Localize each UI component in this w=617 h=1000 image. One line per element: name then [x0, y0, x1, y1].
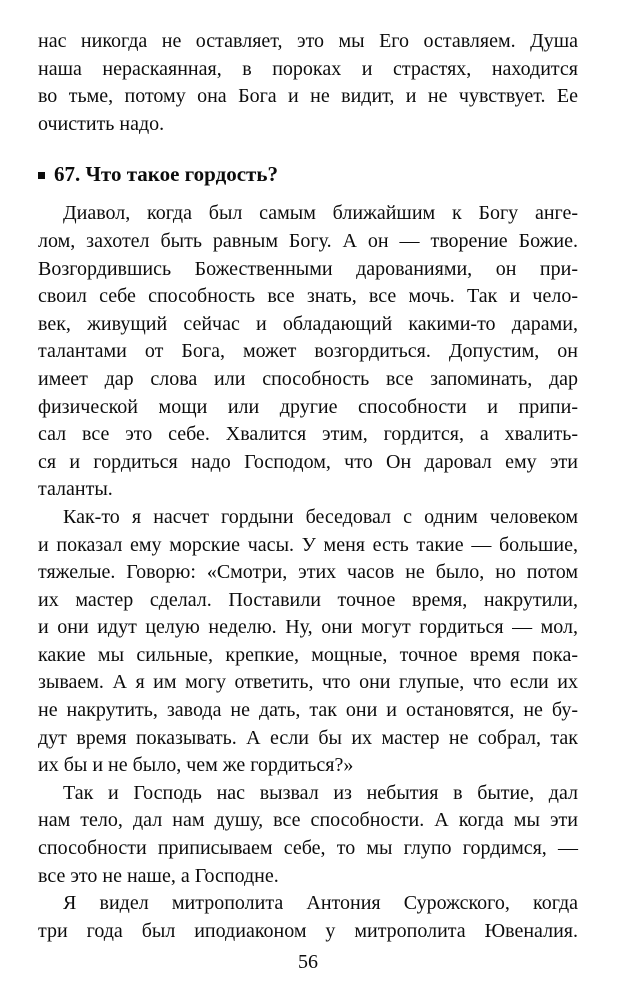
text-line: своил себе способность все знать, все мочь. Так и чело- [38, 285, 578, 308]
text-line: не накрутить, завода не дать, так они и остановятся, не бу- [38, 699, 578, 722]
text-line: Как-то я насчет гордыни беседовал с одним человеком [63, 505, 578, 528]
text-line: дут время показывать. А если бы их мастер не собрал, так [38, 726, 578, 749]
text-line: зываем. А я им могу ответить, что они глупые, что если их [38, 671, 578, 694]
text-line: нам тело, дал нам душу, все способности. А когда мы эти [38, 809, 578, 832]
text-line: Так и Господь нас вызвал из небытия в бытие, дал [63, 781, 578, 804]
paragraph [38, 200, 578, 504]
text-line: нас никогда не оставляет, это мы Его оставляем. Душа [38, 30, 578, 52]
paragraph [38, 780, 578, 890]
text-line: их мастер сделал. Поставили точное время, накрутили, [38, 588, 578, 611]
text-line: имеет дар слова или способность все запоминать, дар [38, 367, 578, 390]
text-line: очистить надо. [38, 112, 165, 135]
square-bullet-icon [38, 172, 45, 179]
text-line: их бы и не было, чем же гордиться?» [38, 754, 354, 777]
text-line: сал все это себе. Хвалится этим, гордится, а хвалить- [38, 423, 578, 446]
section-heading-text: 67. Что такое гордость? [54, 162, 278, 187]
text-line: способности приписываем себе, то мы глупо гордимся, — [38, 837, 578, 860]
text-line: во тьме, потому она Бога и не видит, и не чувствует. Ее [38, 85, 578, 108]
text-line: наша нераскаянная, в пороках и страстях, находится [38, 57, 578, 80]
text-line: Диавол, когда был самым ближайшим к Богу анге- [63, 202, 578, 225]
text-line: век, живущий сейчас и обладающий какими-то дарами, [38, 312, 578, 335]
text-line: какие мы сильные, крепкие, мощные, точное время пока- [38, 643, 578, 666]
page-number: 56 [298, 951, 318, 973]
text-line: тяжелые. Говорю: «Смотри, этих часов не было, но потом [38, 561, 578, 584]
paragraph [38, 890, 578, 945]
text-line: и показал ему морские часы. У меня есть такие — большие, [38, 533, 578, 556]
paragraph [38, 504, 578, 780]
page-footer [38, 950, 578, 975]
text-line: ся и гордиться надо Господом, что Он даровал ему эти [38, 450, 578, 473]
text-line: три года был иподиаконом у митрополита Ювеналия. [38, 919, 578, 942]
text-line: таланты. [38, 478, 113, 501]
text-line: физической мощи или другие способности и припи- [38, 395, 578, 418]
text-line: и они идут целую неделю. Ну, они могут гордиться — мол, [38, 616, 578, 639]
paragraph [38, 28, 578, 138]
section-heading [38, 160, 578, 188]
text-line: лом, захотел быть равным Богу. А он — творение Божие. [38, 229, 578, 252]
text-column [38, 28, 578, 945]
text-line: все это не наше, а Господне. [38, 864, 279, 887]
text-line: Я видел митрополита Антония Сурожского, когда [63, 892, 578, 915]
text-line: талантами от Бога, может возгордиться. Допустим, он [38, 340, 578, 363]
text-line: Возгордившись Божественными дарованиями, он при- [38, 257, 578, 280]
